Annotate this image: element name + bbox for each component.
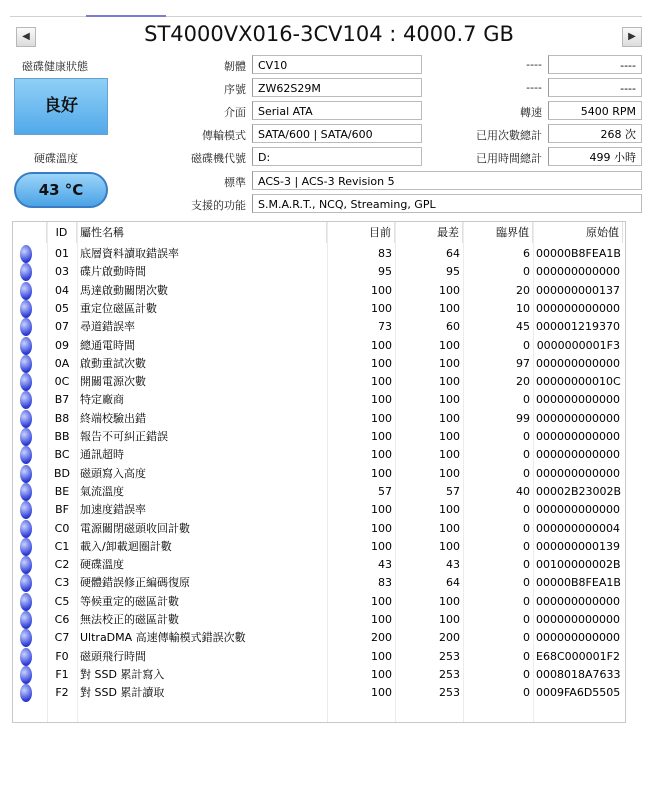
row-threshold: 0 bbox=[523, 686, 530, 700]
blank-label-2: ---- bbox=[526, 81, 542, 94]
row-current: 100 bbox=[371, 649, 392, 663]
row-raw-value: 00000B8FEA1B bbox=[536, 576, 621, 590]
standard-label: 標準 bbox=[224, 176, 246, 189]
row-raw-value: 00000000010C bbox=[536, 375, 621, 389]
row-threshold: 0 bbox=[523, 594, 530, 608]
row-current: 100 bbox=[371, 283, 392, 297]
row-id: 01 bbox=[55, 247, 69, 260]
row-threshold: 20 bbox=[516, 375, 530, 389]
row-attribute-name: 硬體錯誤修正編碼復原 bbox=[80, 576, 190, 590]
row-id: BD bbox=[53, 466, 71, 480]
table-row[interactable] bbox=[13, 391, 625, 409]
rotation-rate-value: 5400 RPM bbox=[548, 101, 642, 120]
status-good-icon bbox=[20, 245, 32, 263]
row-threshold: 45 bbox=[516, 320, 530, 334]
status-good-icon bbox=[20, 263, 32, 281]
drive-letter-label: 磁碟機代號 bbox=[191, 152, 246, 165]
row-threshold: 0 bbox=[523, 430, 530, 443]
table-row[interactable] bbox=[13, 465, 625, 483]
row-current: 100 bbox=[371, 301, 392, 315]
row-threshold: 0 bbox=[523, 576, 530, 590]
row-worst: 100 bbox=[439, 466, 460, 480]
row-raw-value: 00000B8FEA1B bbox=[536, 247, 621, 260]
status-good-icon bbox=[20, 629, 32, 647]
row-raw-value: 000000000000 bbox=[536, 631, 620, 645]
status-good-icon bbox=[20, 538, 32, 556]
row-attribute-name: 開關電源次數 bbox=[80, 375, 146, 389]
row-raw-value: 00100000002B bbox=[536, 558, 621, 572]
row-worst: 100 bbox=[439, 613, 460, 626]
smart-attribute-table[interactable] bbox=[12, 221, 626, 723]
row-current: 100 bbox=[371, 594, 392, 608]
row-threshold: 0 bbox=[523, 393, 530, 407]
row-current: 100 bbox=[371, 375, 392, 389]
row-raw-value: 000000000139 bbox=[536, 539, 620, 553]
status-good-icon bbox=[20, 520, 32, 538]
row-id: C1 bbox=[54, 539, 70, 553]
table-row[interactable] bbox=[13, 282, 625, 300]
row-attribute-name: 對 SSD 累計讀取 bbox=[80, 686, 165, 700]
row-worst: 100 bbox=[439, 338, 460, 352]
row-worst: 100 bbox=[439, 356, 460, 370]
status-good-icon bbox=[20, 574, 32, 592]
row-attribute-name: 尋道錯誤率 bbox=[80, 320, 135, 334]
row-threshold: 97 bbox=[516, 356, 530, 370]
row-worst: 100 bbox=[439, 411, 460, 425]
row-threshold: 40 bbox=[516, 484, 530, 498]
row-attribute-name: 加速度錯誤率 bbox=[80, 503, 146, 517]
temperature-button[interactable]: 43 °C bbox=[14, 172, 108, 208]
row-raw-value: 0009FA6D5505 bbox=[536, 686, 621, 700]
left-arrow-icon: ◀ bbox=[22, 31, 30, 42]
row-raw-value: 00002B23002B bbox=[536, 484, 622, 498]
status-good-icon bbox=[20, 428, 32, 446]
status-good-icon bbox=[20, 684, 32, 702]
table-row[interactable] bbox=[13, 245, 625, 263]
row-raw-value: E68C000001F2 bbox=[536, 649, 620, 663]
header-current[interactable]: 目前 bbox=[327, 222, 395, 243]
row-raw-value: 000000000000 bbox=[536, 265, 620, 279]
row-id: BC bbox=[54, 448, 70, 462]
row-current: 100 bbox=[371, 466, 392, 480]
row-worst: 253 bbox=[439, 667, 460, 681]
row-id: C2 bbox=[54, 558, 70, 572]
row-id: F2 bbox=[55, 686, 69, 700]
row-threshold: 0 bbox=[523, 521, 530, 535]
status-good-icon bbox=[20, 611, 32, 629]
row-threshold: 0 bbox=[523, 649, 530, 663]
row-threshold: 0 bbox=[523, 265, 530, 279]
status-good-icon bbox=[20, 465, 32, 483]
serial-label: 序號 bbox=[224, 83, 246, 96]
row-threshold: 20 bbox=[516, 283, 530, 297]
header-worst[interactable]: 最差 bbox=[395, 222, 463, 243]
row-attribute-name: 載入/卸載迴圈計數 bbox=[80, 539, 172, 553]
transfer-mode-label: 傳輸模式 bbox=[202, 129, 246, 142]
row-worst: 100 bbox=[439, 503, 460, 517]
row-current: 100 bbox=[371, 393, 392, 407]
table-row[interactable] bbox=[13, 410, 625, 428]
health-status-button[interactable]: 良好 bbox=[14, 78, 108, 135]
row-worst: 100 bbox=[439, 594, 460, 608]
row-id: BB bbox=[54, 430, 70, 443]
row-threshold: 99 bbox=[516, 411, 530, 425]
row-raw-value: 0000000001F3 bbox=[536, 338, 620, 352]
row-attribute-name: 馬達啟動關閉次數 bbox=[80, 283, 168, 297]
blank-value-2: ---- bbox=[548, 78, 642, 97]
row-worst: 95 bbox=[446, 265, 460, 279]
row-id: BF bbox=[55, 503, 69, 517]
status-good-icon bbox=[20, 666, 32, 684]
row-threshold: 0 bbox=[523, 539, 530, 553]
row-attribute-name: 磁頭寫入高度 bbox=[80, 466, 146, 480]
firmware-label: 韌體 bbox=[224, 60, 246, 73]
transfer-mode-value: SATA/600 | SATA/600 bbox=[252, 124, 422, 143]
power-on-hours-label: 已用時間總計 bbox=[476, 152, 542, 165]
table-row[interactable] bbox=[13, 318, 625, 336]
blank-value-1: ---- bbox=[548, 55, 642, 74]
row-raw-value: 000000000000 bbox=[536, 356, 620, 370]
table-header bbox=[13, 222, 625, 243]
row-raw-value: 000000000000 bbox=[536, 301, 620, 315]
row-raw-value: 000000000000 bbox=[536, 613, 620, 626]
row-id: BE bbox=[54, 484, 70, 498]
row-attribute-name: UltraDMA 高速傳輸模式錯誤次數 bbox=[80, 631, 246, 645]
rotation-rate-label: 轉速 bbox=[520, 106, 542, 119]
row-threshold: 0 bbox=[523, 631, 530, 645]
active-disk-tab-indicator[interactable] bbox=[86, 15, 166, 17]
header-status[interactable] bbox=[13, 222, 47, 243]
row-worst: 100 bbox=[439, 301, 460, 315]
row-current: 100 bbox=[371, 539, 392, 553]
row-raw-value: 000000000000 bbox=[536, 448, 620, 462]
temperature-label: 硬碟溫度 bbox=[34, 152, 78, 165]
status-good-icon bbox=[20, 446, 32, 464]
table-row[interactable] bbox=[13, 446, 625, 464]
status-good-icon bbox=[20, 593, 32, 611]
row-threshold: 0 bbox=[523, 503, 530, 517]
row-current: 73 bbox=[378, 320, 392, 334]
status-good-icon bbox=[20, 318, 32, 336]
row-raw-value: 000001219370 bbox=[536, 320, 620, 334]
row-worst: 253 bbox=[439, 686, 460, 700]
row-id: C6 bbox=[54, 613, 70, 626]
previous-disk-button[interactable] bbox=[16, 27, 36, 47]
status-good-icon bbox=[20, 282, 32, 300]
row-raw-value: 000000000000 bbox=[536, 466, 620, 480]
table-row[interactable] bbox=[13, 355, 625, 373]
status-good-icon bbox=[20, 355, 32, 373]
row-raw-value: 0008018A7633 bbox=[536, 667, 621, 681]
row-raw-value: 000000000004 bbox=[536, 521, 620, 535]
power-on-count-value: 268 次 bbox=[548, 124, 642, 143]
row-threshold: 0 bbox=[523, 338, 530, 352]
row-attribute-name: 啟動重試次數 bbox=[80, 356, 146, 370]
row-raw-value: 000000000000 bbox=[536, 411, 620, 425]
row-attribute-name: 通訊超時 bbox=[80, 448, 124, 462]
row-attribute-name: 特定廠商 bbox=[80, 393, 124, 407]
row-worst: 100 bbox=[439, 375, 460, 389]
row-current: 100 bbox=[371, 613, 392, 626]
row-worst: 64 bbox=[446, 576, 460, 590]
row-current: 100 bbox=[371, 411, 392, 425]
table-row[interactable] bbox=[13, 574, 625, 592]
table-row[interactable] bbox=[13, 501, 625, 519]
row-threshold: 0 bbox=[523, 466, 530, 480]
row-threshold: 6 bbox=[523, 247, 530, 260]
header-attribute-name[interactable]: 屬性名稱 bbox=[77, 222, 327, 243]
drive-letter-value: D: bbox=[252, 147, 422, 166]
row-worst: 100 bbox=[439, 521, 460, 535]
disk-title: ST4000VX016-3CV104 : 4000.7 GB bbox=[144, 22, 514, 46]
row-threshold: 0 bbox=[523, 613, 530, 626]
row-id: 04 bbox=[55, 283, 69, 297]
row-raw-value: 000000000000 bbox=[536, 594, 620, 608]
row-id: 0A bbox=[54, 356, 70, 370]
row-raw-value: 000000000000 bbox=[536, 393, 620, 407]
row-attribute-name: 報告不可糾正錯誤 bbox=[80, 430, 168, 443]
next-disk-button[interactable] bbox=[622, 27, 642, 47]
row-attribute-name: 電源關閉磁頭收回計數 bbox=[80, 521, 190, 535]
row-attribute-name: 終端校驗出錯 bbox=[80, 411, 146, 425]
table-row[interactable] bbox=[13, 428, 625, 446]
status-good-icon bbox=[20, 501, 32, 519]
table-row[interactable] bbox=[13, 520, 625, 538]
row-raw-value: 000000000000 bbox=[536, 430, 620, 443]
standard-value: ACS-3 | ACS-3 Revision 5 bbox=[252, 171, 642, 190]
row-raw-value: 000000000137 bbox=[536, 283, 620, 297]
status-good-icon bbox=[20, 337, 32, 355]
row-id: C0 bbox=[54, 521, 70, 535]
row-worst: 100 bbox=[439, 448, 460, 462]
table-row[interactable] bbox=[13, 556, 625, 574]
row-current: 100 bbox=[371, 448, 392, 462]
features-value: S.M.A.R.T., NCQ, Streaming, GPL bbox=[252, 194, 642, 213]
table-row[interactable] bbox=[13, 263, 625, 281]
table-row[interactable] bbox=[13, 629, 625, 647]
firmware-value: CV10 bbox=[252, 55, 422, 74]
interface-value: Serial ATA bbox=[252, 101, 422, 120]
table-row[interactable] bbox=[13, 483, 625, 501]
interface-label: 介面 bbox=[224, 106, 246, 119]
row-id: 07 bbox=[55, 320, 69, 334]
table-row[interactable] bbox=[13, 593, 625, 611]
table-row[interactable] bbox=[13, 373, 625, 391]
row-threshold: 10 bbox=[516, 301, 530, 315]
status-good-icon bbox=[20, 410, 32, 428]
row-worst: 43 bbox=[446, 558, 460, 572]
status-good-icon bbox=[20, 391, 32, 409]
row-current: 83 bbox=[378, 576, 392, 590]
status-good-icon bbox=[20, 373, 32, 391]
row-current: 100 bbox=[371, 503, 392, 517]
status-good-icon bbox=[20, 300, 32, 318]
row-worst: 253 bbox=[439, 649, 460, 663]
row-attribute-name: 總通電時間 bbox=[80, 338, 135, 352]
row-attribute-name: 碟片啟動時間 bbox=[80, 265, 146, 279]
row-attribute-name: 硬碟溫度 bbox=[80, 558, 124, 572]
row-current: 100 bbox=[371, 430, 392, 443]
row-attribute-name: 氣流溫度 bbox=[80, 484, 124, 498]
features-label: 支援的功能 bbox=[191, 199, 246, 212]
row-threshold: 0 bbox=[523, 558, 530, 572]
row-id: 05 bbox=[55, 301, 69, 315]
row-attribute-name: 等候重定的磁區計數 bbox=[80, 594, 179, 608]
row-attribute-name: 底層資料讀取錯誤率 bbox=[80, 247, 179, 260]
row-raw-value: 000000000000 bbox=[536, 503, 620, 517]
row-id: F0 bbox=[55, 649, 69, 663]
table-row[interactable] bbox=[13, 648, 625, 666]
status-good-icon bbox=[20, 648, 32, 666]
row-id: B8 bbox=[54, 411, 70, 425]
row-threshold: 0 bbox=[523, 667, 530, 681]
row-id: F1 bbox=[55, 667, 69, 681]
table-row[interactable] bbox=[13, 300, 625, 318]
row-worst: 100 bbox=[439, 430, 460, 443]
row-id: C7 bbox=[54, 631, 70, 645]
row-current: 57 bbox=[378, 484, 392, 498]
row-worst: 200 bbox=[439, 631, 460, 645]
row-current: 83 bbox=[378, 247, 392, 260]
status-good-icon bbox=[20, 483, 32, 501]
table-row[interactable] bbox=[13, 538, 625, 556]
row-id: C3 bbox=[54, 576, 70, 590]
row-current: 100 bbox=[371, 338, 392, 352]
row-attribute-name: 對 SSD 累計寫入 bbox=[80, 667, 165, 681]
row-id: 0C bbox=[54, 375, 70, 389]
table-row[interactable] bbox=[13, 666, 625, 684]
row-current: 100 bbox=[371, 521, 392, 535]
row-worst: 64 bbox=[446, 247, 460, 260]
row-id: C5 bbox=[54, 594, 70, 608]
row-attribute-name: 重定位磁區計數 bbox=[80, 301, 157, 315]
row-current: 43 bbox=[378, 558, 392, 572]
table-row[interactable] bbox=[13, 611, 625, 629]
row-current: 100 bbox=[371, 686, 392, 700]
blank-label-1: ---- bbox=[526, 58, 542, 71]
row-current: 100 bbox=[371, 356, 392, 370]
row-id: 03 bbox=[55, 265, 69, 279]
table-row[interactable] bbox=[13, 337, 625, 355]
header-id[interactable]: ID bbox=[47, 222, 77, 243]
row-worst: 60 bbox=[446, 320, 460, 334]
row-threshold: 0 bbox=[523, 448, 530, 462]
health-label: 磁碟健康狀態 bbox=[22, 60, 88, 73]
row-worst: 100 bbox=[439, 283, 460, 297]
serial-value: ZW62S29M bbox=[252, 78, 422, 97]
row-attribute-name: 無法校正的磁區計數 bbox=[80, 613, 179, 626]
status-good-icon bbox=[20, 556, 32, 574]
row-worst: 100 bbox=[439, 393, 460, 407]
table-row[interactable] bbox=[13, 684, 625, 702]
row-worst: 100 bbox=[439, 539, 460, 553]
row-id: 09 bbox=[55, 338, 69, 352]
row-attribute-name: 磁頭飛行時間 bbox=[80, 649, 146, 663]
row-worst: 57 bbox=[446, 484, 460, 498]
header-raw-value[interactable]: 原始值 bbox=[533, 222, 623, 243]
power-on-count-label: 已用次數總計 bbox=[476, 129, 542, 142]
right-arrow-icon: ▶ bbox=[628, 31, 636, 42]
power-on-hours-value: 499 小時 bbox=[548, 147, 642, 166]
row-current: 95 bbox=[378, 265, 392, 279]
header-threshold[interactable]: 臨界值 bbox=[463, 222, 533, 243]
row-id: B7 bbox=[54, 393, 70, 407]
row-current: 100 bbox=[371, 667, 392, 681]
row-current: 200 bbox=[371, 631, 392, 645]
